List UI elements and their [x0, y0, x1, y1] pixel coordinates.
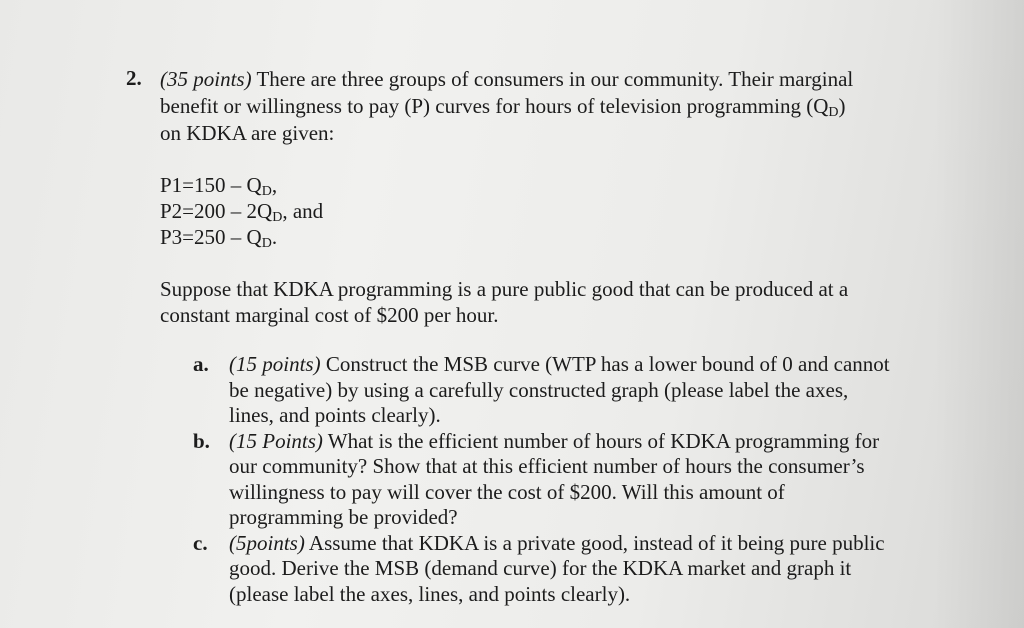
equation-p3	[160, 224, 323, 250]
question-stem-text: There are three groups of consumers in our community. Their marginal benefit or willingness to pay (P) curves for hours of television programming (Q	[160, 67, 854, 118]
part-a	[193, 352, 893, 429]
part-a-points: (15 points)	[229, 352, 321, 376]
stem-subscript: D	[828, 105, 839, 120]
equation-p1-tail: ,	[271, 173, 278, 197]
part-b-letter: b.	[193, 428, 210, 453]
equation-p1-sub: D	[261, 184, 272, 199]
equation-p1	[160, 172, 323, 198]
part-b-text: What is the efficient number of hours of KDKA programming for our community? Show that at this efficient number of hours the consumer’s willingness to pay will cover the cost of $200. Will this amount of programming be provided?	[229, 428, 880, 529]
question-stem-end: ) on KDKA are given:	[160, 94, 846, 145]
part-a-letter: a.	[193, 352, 209, 376]
equation-p3-sub: D	[261, 236, 272, 251]
part-c-points: (5points)	[229, 530, 305, 555]
equation-p3-lhs: P3=250 – Q	[160, 225, 262, 249]
supposition-paragraph: Suppose that KDKA programming is a pure public good that can be produced at a constant marginal cost of $200 per hour.	[160, 277, 849, 327]
part-c-letter: c.	[193, 530, 208, 555]
part-a-text: Construct the MSB curve (WTP has a lower bound of 0 and cannot be negative) by using a carefully constructed graph (please label the axes, lines, and points clearly).	[229, 352, 890, 427]
part-c	[193, 531, 893, 608]
equation-p2-sub: D	[272, 210, 283, 225]
question-points: (35 points)	[160, 67, 252, 91]
equation-list	[160, 172, 323, 250]
equation-p2-tail: , and	[282, 199, 324, 223]
sub-question-list	[193, 352, 893, 607]
equation-p3-tail: .	[271, 225, 278, 249]
part-b-points: (15 Points)	[229, 428, 323, 453]
question-number: 2.	[126, 66, 142, 90]
part-b	[193, 429, 893, 531]
photo-edge-shadow	[934, 0, 1024, 628]
equation-p2	[160, 198, 323, 224]
equation-p2-lhs: P2=200 – 2Q	[160, 199, 273, 223]
equation-p1-lhs: P1=150 – Q	[160, 173, 262, 197]
question-stem	[160, 66, 860, 147]
part-c-text: Assume that KDKA is a private good, instead of it being pure public good. Derive the MSB (demand curve) for the KDKA market and graph it (please label the axes, lines, and points clearly).	[229, 530, 885, 606]
